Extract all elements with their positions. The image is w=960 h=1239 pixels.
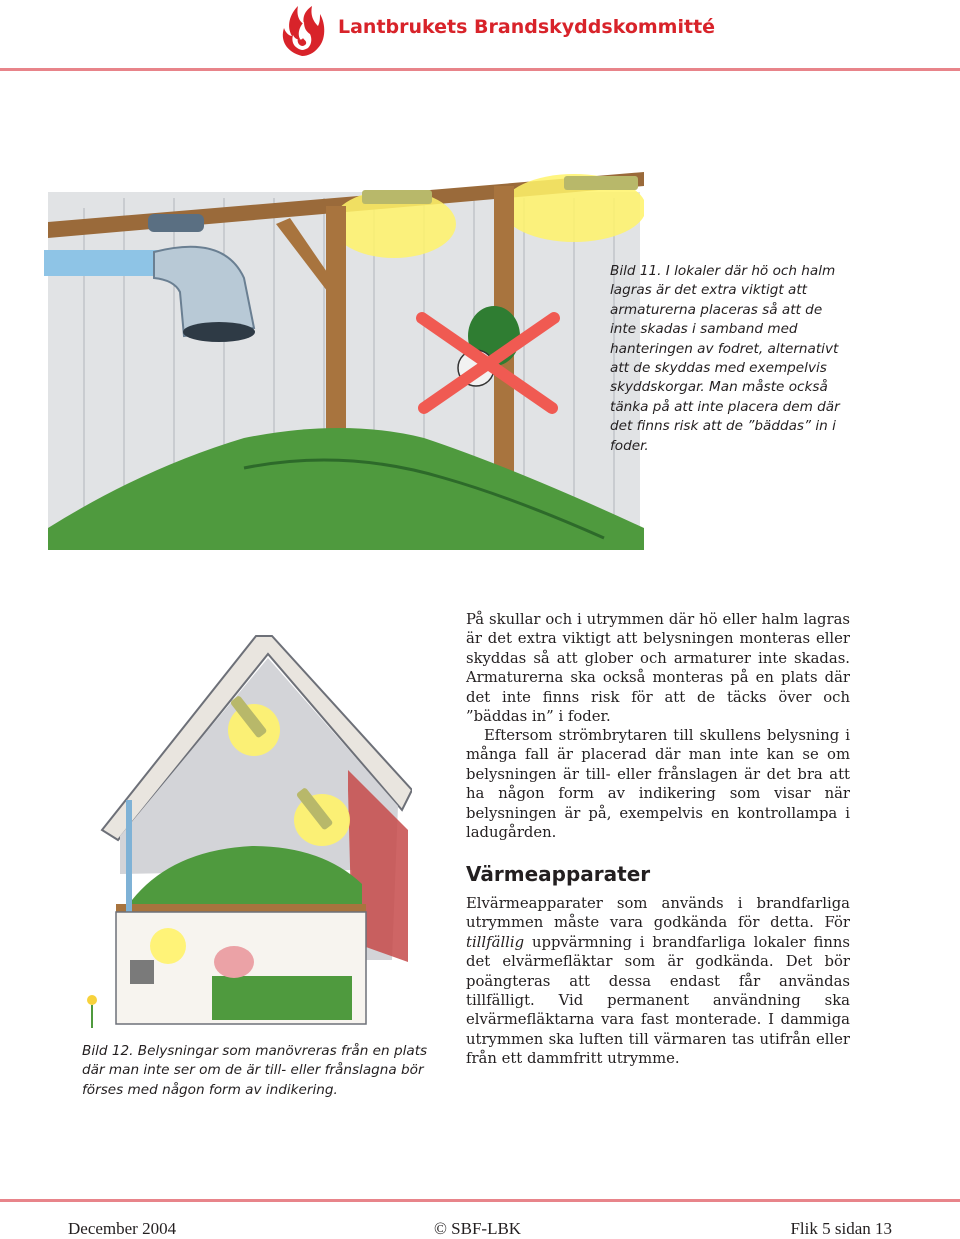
body-paragraph-2: Eftersom strömbrytaren till skullens belysning i många fall är placerad där man inte kan se om belysningen är till- eller frånslagen är det bra att ha någon form av indikering som visar när belysningen är på, exempelvis en kontrollampa i ladugården.	[466, 727, 850, 842]
figure-caption-bild-11: Bild 11. I lokaler där hö och halm lagras är det extra viktigt att armaturerna placeras så att de inte skadas i samband med hanteringen av fodret, alternativt att de skyddas med exempelvis skyddskorgar. Man måste också tänka på att inte placera dem där det finns risk att de ”bäddas” in i foder.	[610, 263, 840, 454]
flame-logo-icon	[274, 2, 330, 58]
body-paragraph-3-part-1: Elvärmeapparater som används i brandfarliga utrymmen måste vara godkända för detta. För	[466, 895, 850, 932]
emphasis-tillfallig: tillfällig	[466, 933, 525, 951]
body-paragraph-3	[466, 894, 850, 1069]
header-title: Lantbrukets Brandskyddskommitté	[338, 16, 716, 38]
footer-page-reference: Flik 5 sidan 13	[790, 1219, 892, 1238]
footer-copyright: © SBF-LBK	[434, 1219, 522, 1238]
footer-date: December 2004	[68, 1219, 177, 1238]
header-divider	[0, 68, 960, 71]
figure-barn-loft-illustration	[72, 630, 412, 1030]
footer-divider	[0, 1199, 960, 1202]
body-paragraph-3-part-2: uppvärmning i brandfarliga lokaler finns det elvärmefläktar som är godkända. Det bör poängteras att dessa endast får användas tillfälligt. Vid permanent användning ska elvärmefläktarna vara fast monterade. I dammiga utrymmen ska luften till värmaren tas utifrån eller från ett dammfritt utrymme.	[466, 933, 850, 1068]
figure-barn-lighting-illustration	[44, 168, 644, 560]
body-paragraph-1: På skullar och i utrymmen där hö eller halm lagras är det extra viktigt att belysningen monteras eller skyddas så att glober och armaturer inte skadas. Armaturerna ska också monteras på en plats där det inte finns risk för att de täcks över och ”bäddas in” i foder.	[466, 611, 850, 726]
figure-caption-bild-12: Bild 12. Belysningar som manövreras från en plats där man inte ser om de är till- eller frånslagna bör förses med någon form av indikering.	[82, 1043, 428, 1098]
section-heading-varmeapparater: Värmeapparater	[466, 862, 651, 886]
